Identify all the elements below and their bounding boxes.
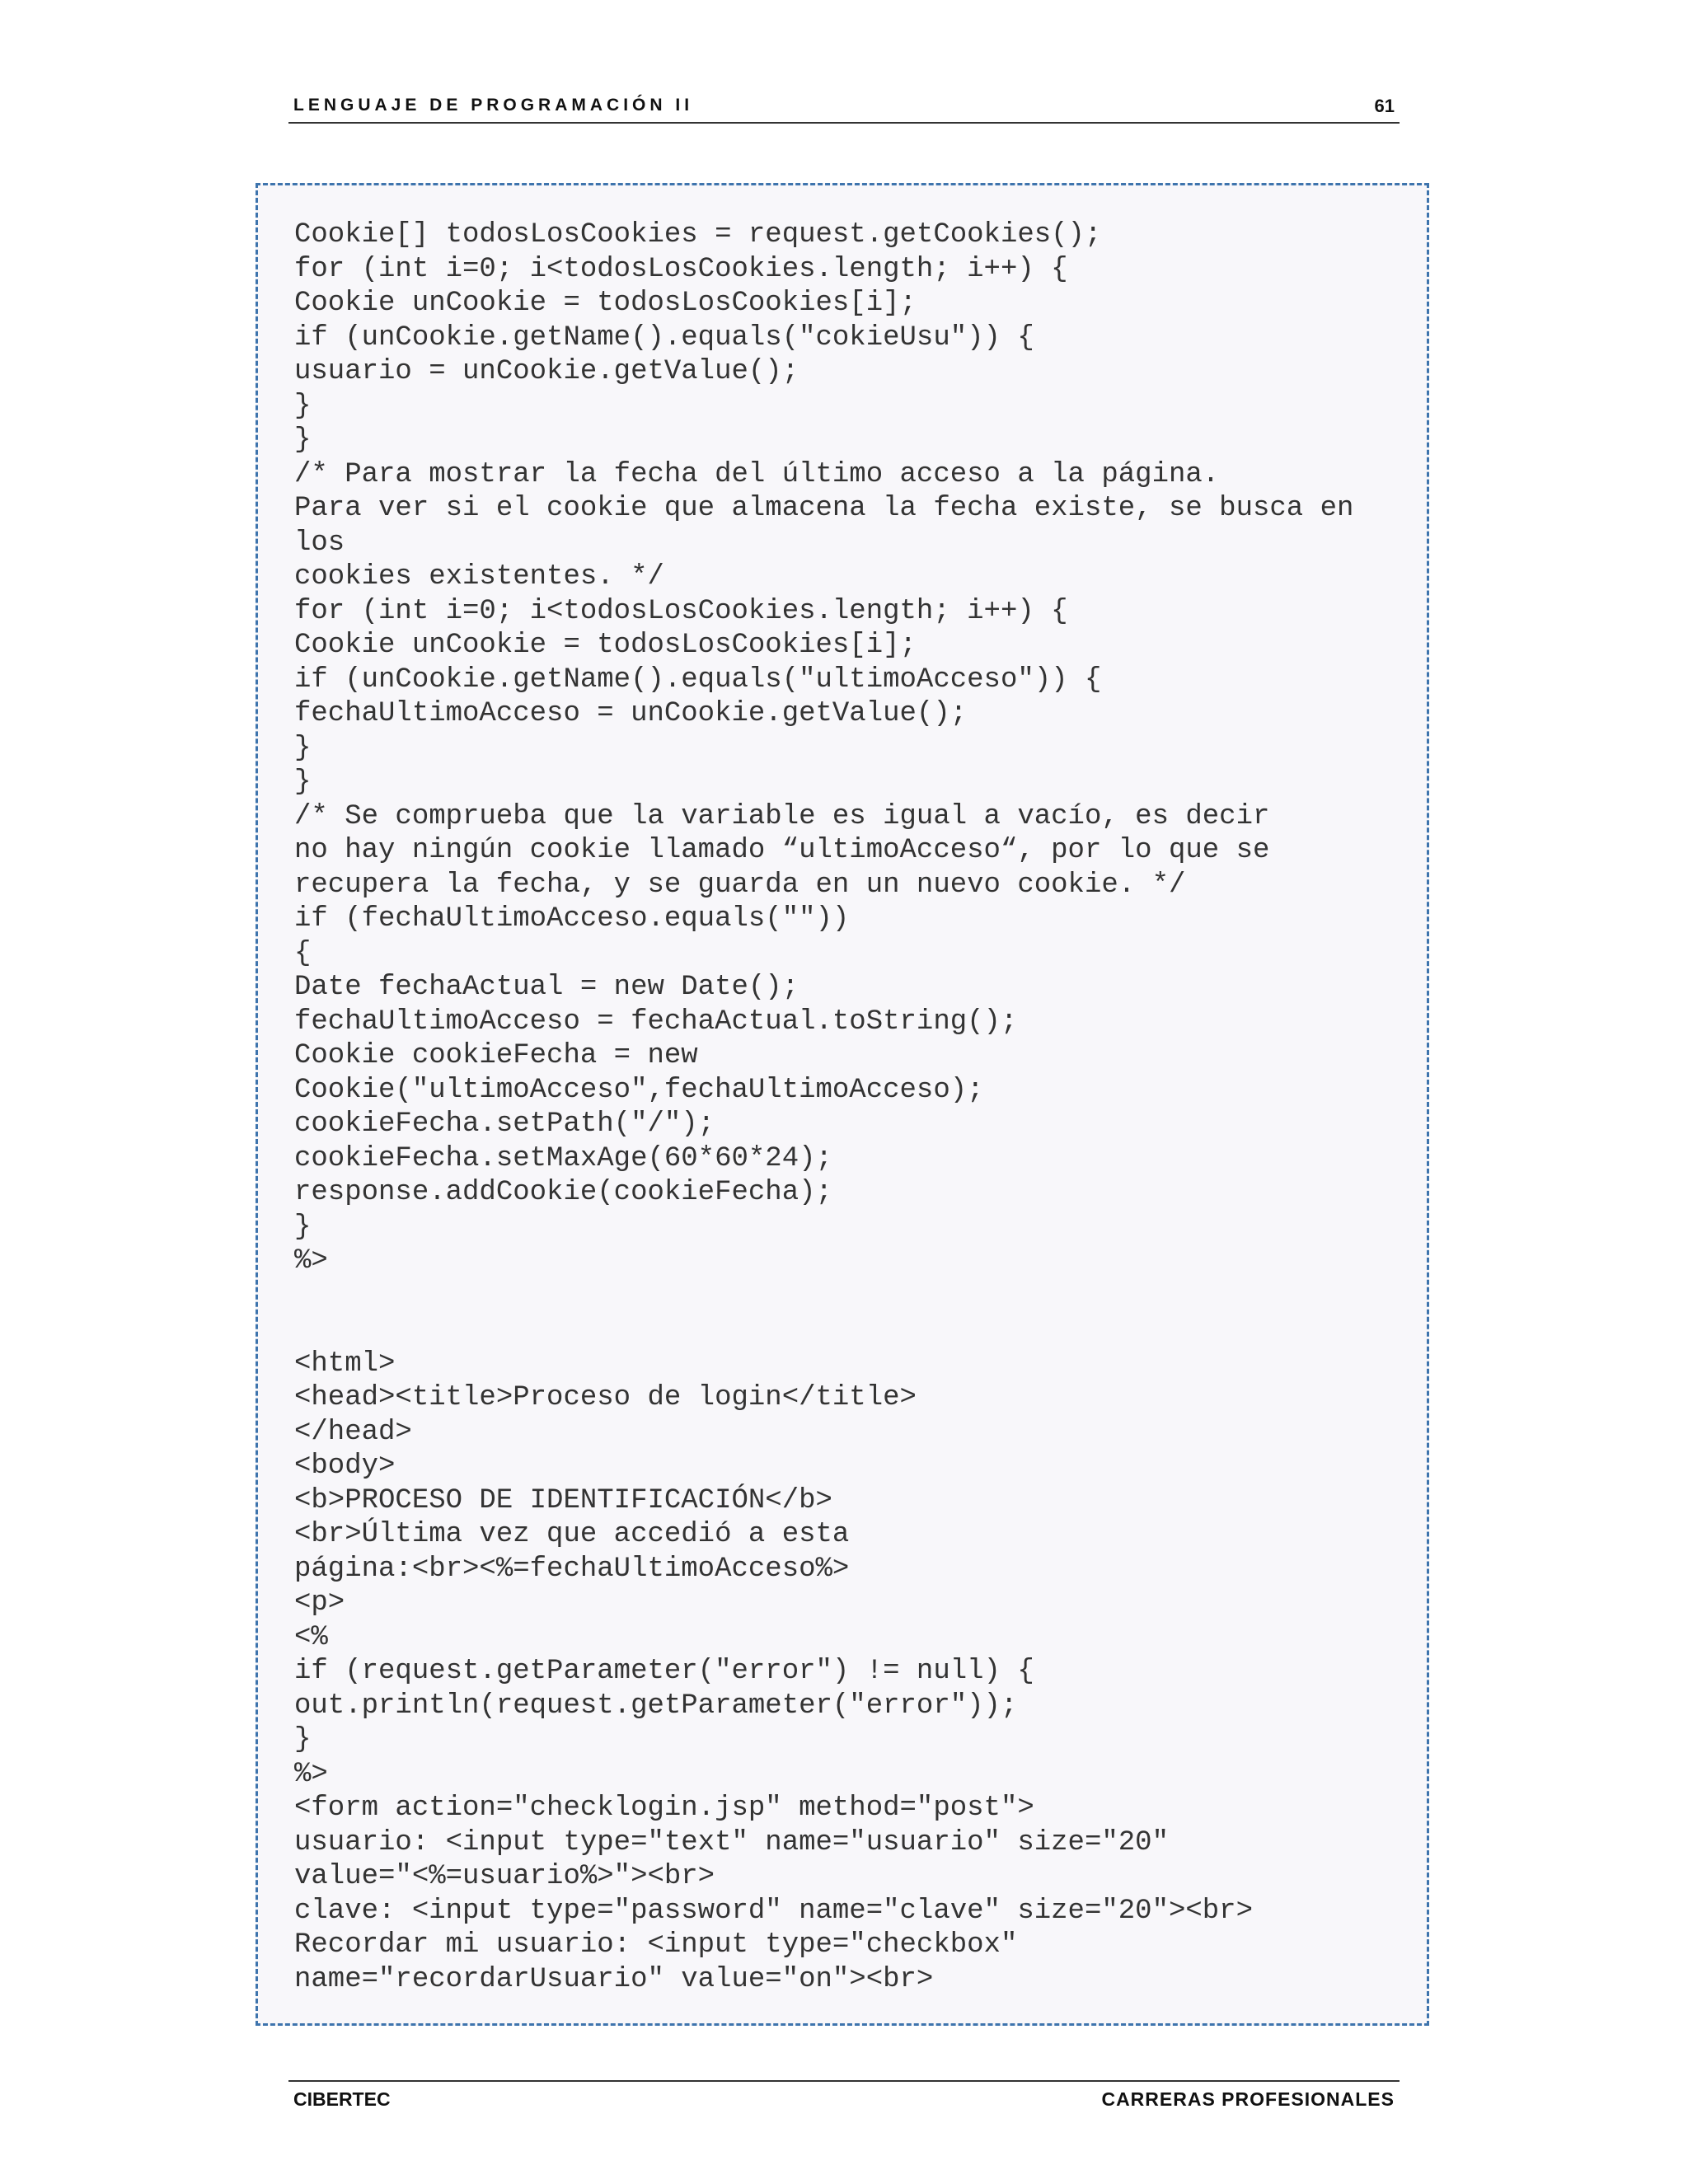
code-line: name="recordarUsuario" value="on"><br> (294, 1963, 934, 1995)
code-line: <body> (294, 1451, 396, 1482)
code-line: value="<%=usuario%>"><br> (294, 1861, 715, 1892)
code-line: usuario: <input type="text" name="usuario" size="20" (294, 1826, 1169, 1858)
code-line: fechaUltimoAcceso = fechaActual.toString(); (294, 1005, 1018, 1038)
code-listing-box (256, 183, 1429, 2026)
code-line: /* Se comprueba que la variable es igual a vacío, es decir (294, 800, 1270, 832)
page-number: 61 (1374, 96, 1395, 116)
code-line: Cookie[] todosLosCookies = request.getCookies(); (294, 219, 1102, 251)
code-line: if (unCookie.getName().equals("ultimoAcceso")) { (294, 663, 1102, 696)
code-line: %> (294, 1245, 328, 1277)
code-line: <form action="checklogin.jsp" method="post"> (294, 1793, 1034, 1824)
code-line: </head> (294, 1416, 412, 1448)
code-line: Para ver si el cookie que almacena la fecha existe, se busca en (294, 493, 1354, 524)
code-line: /* Para mostrar la fecha del último acceso a la página. (294, 458, 1220, 490)
code-line: { (294, 937, 312, 969)
code-line: } (294, 766, 312, 798)
footer-publisher: CIBERTEC (293, 2088, 391, 2110)
code-line: no hay ningún cookie llamado “ultimoAcceso“, por lo que se (294, 835, 1270, 866)
code-line: %> (294, 1758, 328, 1790)
code-line: if (fechaUltimoAcceso.equals("")) (294, 903, 850, 935)
page-header (288, 92, 1400, 124)
code-line: <br>Última vez que accedió a esta (294, 1519, 850, 1550)
code-line: Cookie unCookie = todosLosCookies[i]; (294, 630, 917, 661)
code-line: <p> (294, 1587, 345, 1619)
code-line: for (int i=0; i<todosLosCookies.length; i++) { (294, 595, 1068, 627)
code-line: <html> (294, 1347, 396, 1380)
header-title: LENGUAJE DE PROGRAMACIÓN II (293, 96, 694, 115)
code-line: for (int i=0; i<todosLosCookies.length; i++) { (294, 253, 1068, 285)
code-line: if (request.getParameter("error") != null) { (294, 1656, 1034, 1687)
code-line: página:<br><%=fechaUltimoAcceso%> (294, 1553, 850, 1585)
code-line: <b>PROCESO DE IDENTIFICACIÓN</b> (294, 1484, 832, 1516)
code-line: if (unCookie.getName().equals("cokieUsu")) { (294, 321, 1034, 354)
code-line: } (294, 732, 312, 764)
code-line: } (294, 424, 312, 456)
code-line: los (294, 527, 345, 559)
code-line: <% (294, 1621, 328, 1653)
footer-section: CARRERAS PROFESIONALES (1101, 2088, 1395, 2110)
page-footer (288, 2080, 1400, 2111)
code-line: response.addCookie(cookieFecha); (294, 1177, 832, 1208)
code-line: Recordar mi usuario: <input type="checkbox" (294, 1929, 1018, 1961)
code-line: Date fechaActual = new Date(); (294, 972, 799, 1003)
code-line: recupera la fecha, y se guarda en un nuevo cookie. */ (294, 869, 1186, 901)
code-line: } (294, 1724, 312, 1755)
code-line: out.println(request.getParameter("error")); (294, 1690, 1018, 1722)
code-line: cookieFecha.setPath("/"); (294, 1108, 715, 1140)
code-line: Cookie unCookie = todosLosCookies[i]; (294, 288, 917, 319)
code-line: } (294, 1211, 312, 1243)
code-line: Cookie("ultimoAcceso",fechaUltimoAcceso); (294, 1074, 984, 1106)
code-line: cookies existentes. */ (294, 561, 664, 593)
code-line: } (294, 390, 312, 422)
code-line: usuario = unCookie.getValue(); (294, 356, 799, 387)
code-line: clave: <input type="password" name="clave" size="20"><br> (294, 1895, 1253, 1927)
code-line: Cookie cookieFecha = new (294, 1040, 698, 1071)
code-line: fechaUltimoAcceso = unCookie.getValue(); (294, 698, 968, 729)
code-listing (294, 218, 1353, 1997)
code-line: <head><title>Proceso de login</title> (294, 1382, 917, 1413)
code-line: cookieFecha.setMaxAge(60*60*24); (294, 1142, 832, 1174)
